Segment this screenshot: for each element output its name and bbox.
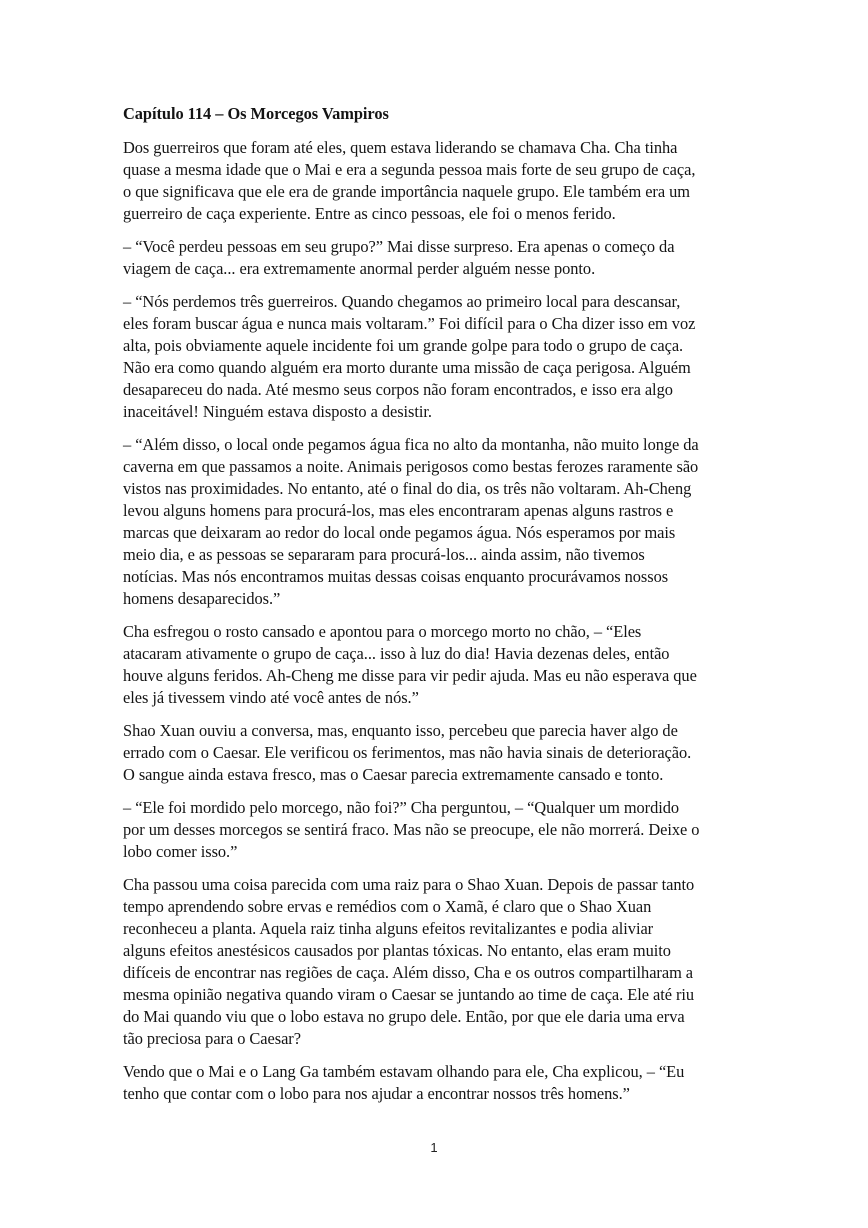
paragraph-9: Vendo que o Mai e o Lang Ga também estavam olhando para ele, Cha explicou, – “Eu tenho que contar com o lobo para nos ajudar a encontrar nossos três homens.” <box>123 1062 685 1103</box>
paragraph-2: – “Você perdeu pessoas em seu grupo?” Mai disse surpreso. Era apenas o começo da viagem de caça... era extremamente anormal perder alguém nesse ponto. <box>123 237 675 278</box>
paragraph-8: Cha passou uma coisa parecida com uma raiz para o Shao Xuan. Depois de passar tanto tempo aprendendo sobre ervas e remédios com o Xamã, é claro que o Shao Xuan reconheceu a planta. Aquela raiz tinha alguns efeitos revitalizantes e podia aliviar alguns efeitos anestésicos causados por plantas tóxicas. No entanto, elas eram muito difíceis de encontrar nas regiões de caça. Além disso, Cha e os outros compartilharam a mesma opinião negativa quando viram o Caesar se juntando ao time de caça. Ele até riu do Mai quando viu que o lobo estava no grupo dele. Então, por que ele daria uma erva tão preciosa para o Caesar? <box>123 875 695 1048</box>
paragraph-7: – “Ele foi mordido pelo morcego, não foi?” Cha perguntou, – “Qualquer um mordido por um desses morcegos se sentirá fraco. Mas não se preocupe, ele não morrerá. Deixe o lobo comer isso.” <box>123 798 700 861</box>
paragraph-6: Shao Xuan ouviu a conversa, mas, enquanto isso, percebeu que parecia haver algo de errado com o Caesar. Ele verificou os ferimentos, mas não havia sinais de deterioração. O sangue ainda estava fresco, mas o Caesar parecia extremamente cansado e tonto. <box>123 721 692 784</box>
chapter-title: Capítulo 114 – Os Morcegos Vampiros <box>123 104 389 123</box>
page-number: 1 <box>430 1140 438 1155</box>
document-body <box>123 103 748 1116</box>
paragraph-3: – “Nós perdemos três guerreiros. Quando chegamos ao primeiro local para descansar, eles foram buscar água e nunca mais voltaram.” Foi difícil para o Cha dizer isso em voz alta, pois obviamente aquele incidente foi um grande golpe para todo o grupo de caça. Não era como quando alguém era morto durante uma missão de caça perigosa. Alguém desapareceu do nada. Até mesmo seus corpos não foram encontrados, e isso era algo inaceitável! Ninguém estava disposto a desistir. <box>123 292 696 421</box>
paragraph-4: – “Além disso, o local onde pegamos água fica no alto da montanha, não muito longe da caverna em que passamos a noite. Animais perigosos como bestas ferozes raramente são vistos nas proximidades. No entanto, até o final do dia, os três não voltaram. Ah-Cheng levou alguns homens para procurá-los, mas eles encontraram apenas alguns rastros e marcas que deixaram ao redor do local onde pegamos água. Nós esperamos por mais meio dia, e as pessoas se separaram para procurá-los... ainda assim, não tivemos notícias. Mas nós encontramos muitas dessas coisas enquanto procurávamos nossos homens desaparecidos.” <box>123 435 699 608</box>
paragraph-1: Dos guerreiros que foram até eles, quem estava liderando se chamava Cha. Cha tinha quase a mesma idade que o Mai e era a segunda pessoa mais forte de seu grupo de caça, o que significava que ele era de grande importância naquele grupo. Ele também era um guerreiro de caça experiente. Entre as cinco pessoas, ele foi o menos ferido. <box>123 138 696 223</box>
paragraph-5: Cha esfregou o rosto cansado e apontou para o morcego morto no chão, – “Eles atacaram ativamente o grupo de caça... isso à luz do dia! Havia dezenas deles, então houve alguns feridos. Ah-Cheng me disse para vir pedir ajuda. Mas eu não esperava que eles já tivessem vindo até você antes de nós.” <box>123 622 697 707</box>
